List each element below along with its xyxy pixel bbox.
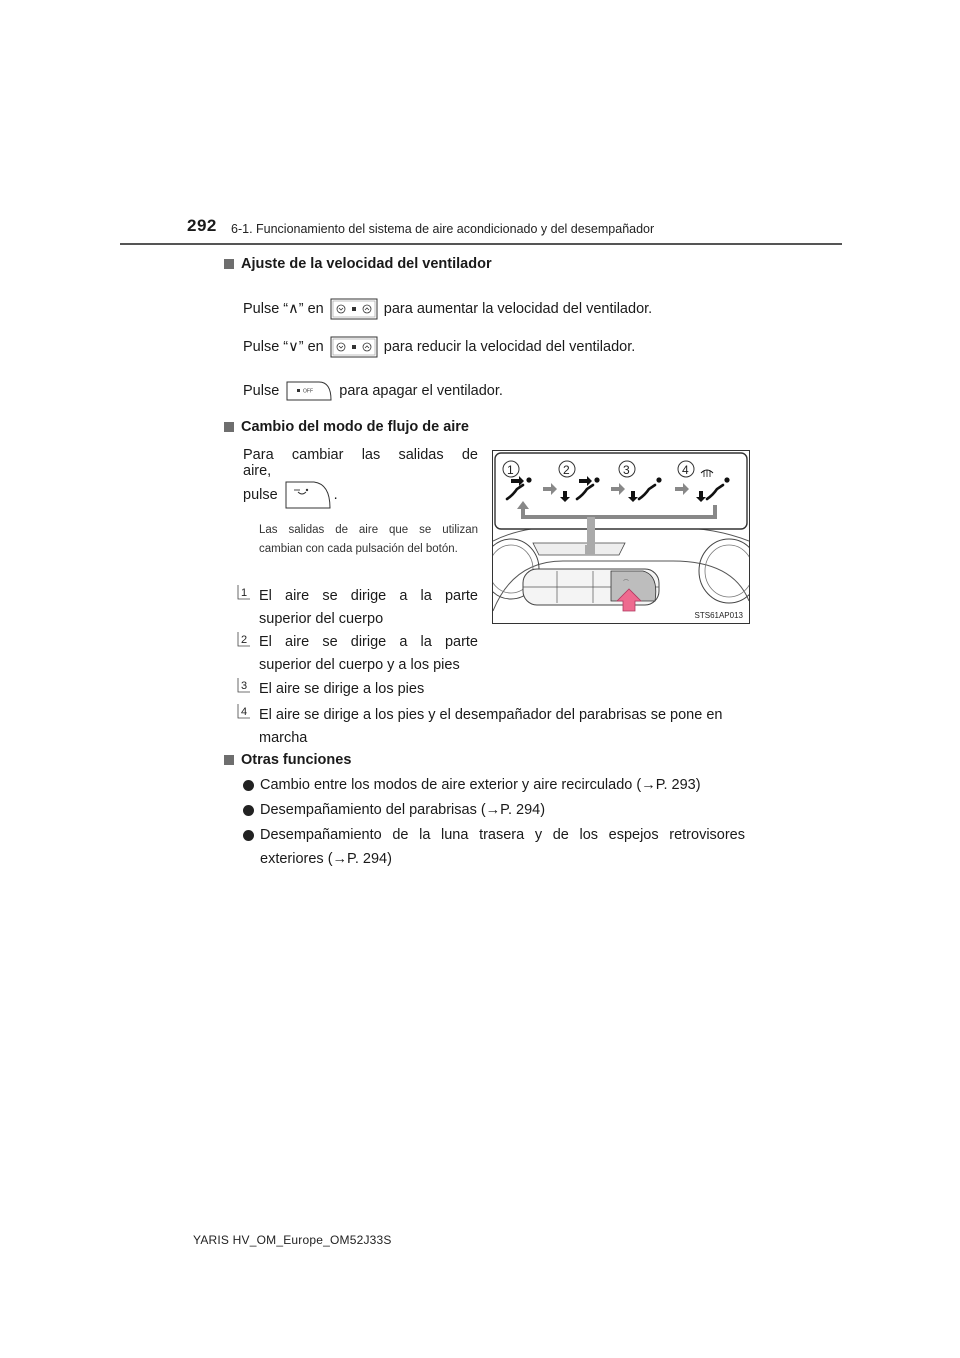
number-1-icon bbox=[237, 584, 251, 605]
airflow-heading bbox=[224, 419, 469, 435]
airflow-item-4: El aire se dirige a los pies y el desempañador del parabrisas se pone en marcha bbox=[259, 707, 723, 746]
svg-text:1: 1 bbox=[507, 463, 514, 477]
square-bullet-icon bbox=[224, 259, 234, 269]
fan-decrease-line: Pulse “ ∨ ” en para reducir la velocidad del ventilador. bbox=[243, 336, 635, 358]
svg-text:3: 3 bbox=[623, 463, 630, 477]
other-bullet-1: Cambio entre los modos de aire exterior y aire recirculado (→P. 293) bbox=[243, 773, 743, 797]
airflow-item-1: El aire se dirige a la parte superior del cuerpo bbox=[259, 588, 478, 627]
footer-doc-id: YARIS HV_OM_Europe_OM52J33S bbox=[193, 1233, 392, 1247]
airflow-mode-button-icon bbox=[284, 480, 332, 510]
fan-speed-heading bbox=[224, 256, 492, 272]
airflow-heading-text: Cambio del modo de flujo de aire bbox=[241, 419, 469, 435]
fan-increase-line: Pulse “ ∧ ” en para aumentar la velocidad del ventilador. bbox=[243, 298, 652, 320]
airflow-diagram bbox=[493, 451, 749, 623]
header-divider bbox=[120, 243, 842, 245]
airflow-intro-1: Para cambiar las salidas de aire, bbox=[243, 447, 478, 479]
number-3-icon bbox=[237, 677, 251, 698]
svg-text:4: 4 bbox=[682, 463, 689, 477]
square-bullet-icon bbox=[224, 755, 234, 765]
down-chevron-symbol: ∨ bbox=[288, 339, 299, 355]
svg-text:2: 2 bbox=[563, 463, 570, 477]
other-bullet-3: Desempañamiento de la luna trasera y de los espejos retrovisores exteriores (→P. 294) bbox=[243, 823, 745, 871]
fan-off-line: Pulse OFF para apagar el ventilador. bbox=[243, 380, 503, 402]
square-bullet-icon bbox=[224, 422, 234, 432]
other-bullet-2: Desempañamiento del parabrisas (→P. 294) bbox=[243, 798, 743, 822]
airflow-note: Las salidas de aire que se utilizan cambian con cada pulsación del botón. bbox=[259, 524, 478, 555]
svg-text:4: 4 bbox=[241, 706, 248, 718]
bullet-dot-icon bbox=[243, 805, 254, 816]
svg-text:OFF: OFF bbox=[303, 388, 314, 395]
section-title: 6-1. Funcionamiento del sistema de aire acondicionado y del desempañador bbox=[231, 222, 655, 236]
svg-text:2: 2 bbox=[241, 634, 248, 646]
airflow-intro-2: pulse . bbox=[243, 480, 338, 510]
airflow-item-2: El aire se dirige a la parte superior del cuerpo y a los pies bbox=[259, 634, 478, 673]
fan-speed-button-icon bbox=[330, 336, 378, 358]
number-4-icon bbox=[237, 703, 251, 724]
fan-speed-heading-text: Ajuste de la velocidad del ventilador bbox=[241, 256, 492, 272]
svg-text:⌒: ⌒ bbox=[623, 581, 630, 587]
bullet-dot-icon bbox=[243, 830, 254, 841]
svg-text:1: 1 bbox=[241, 587, 248, 599]
airflow-item-3: El aire se dirige a los pies bbox=[259, 681, 425, 697]
other-functions-heading bbox=[224, 752, 351, 768]
svg-text:3: 3 bbox=[241, 680, 248, 692]
figure-code: STS61AP013 bbox=[694, 611, 743, 620]
airflow-mode-figure bbox=[492, 450, 750, 624]
bullet-dot-icon bbox=[243, 780, 254, 791]
fan-speed-button-icon bbox=[330, 298, 378, 320]
page-number: 292 bbox=[187, 216, 217, 235]
other-functions-heading-text: Otras funciones bbox=[241, 752, 352, 768]
fan-off-button-icon bbox=[285, 380, 333, 402]
up-chevron-symbol: ∧ bbox=[288, 301, 299, 317]
number-2-icon bbox=[237, 631, 251, 652]
